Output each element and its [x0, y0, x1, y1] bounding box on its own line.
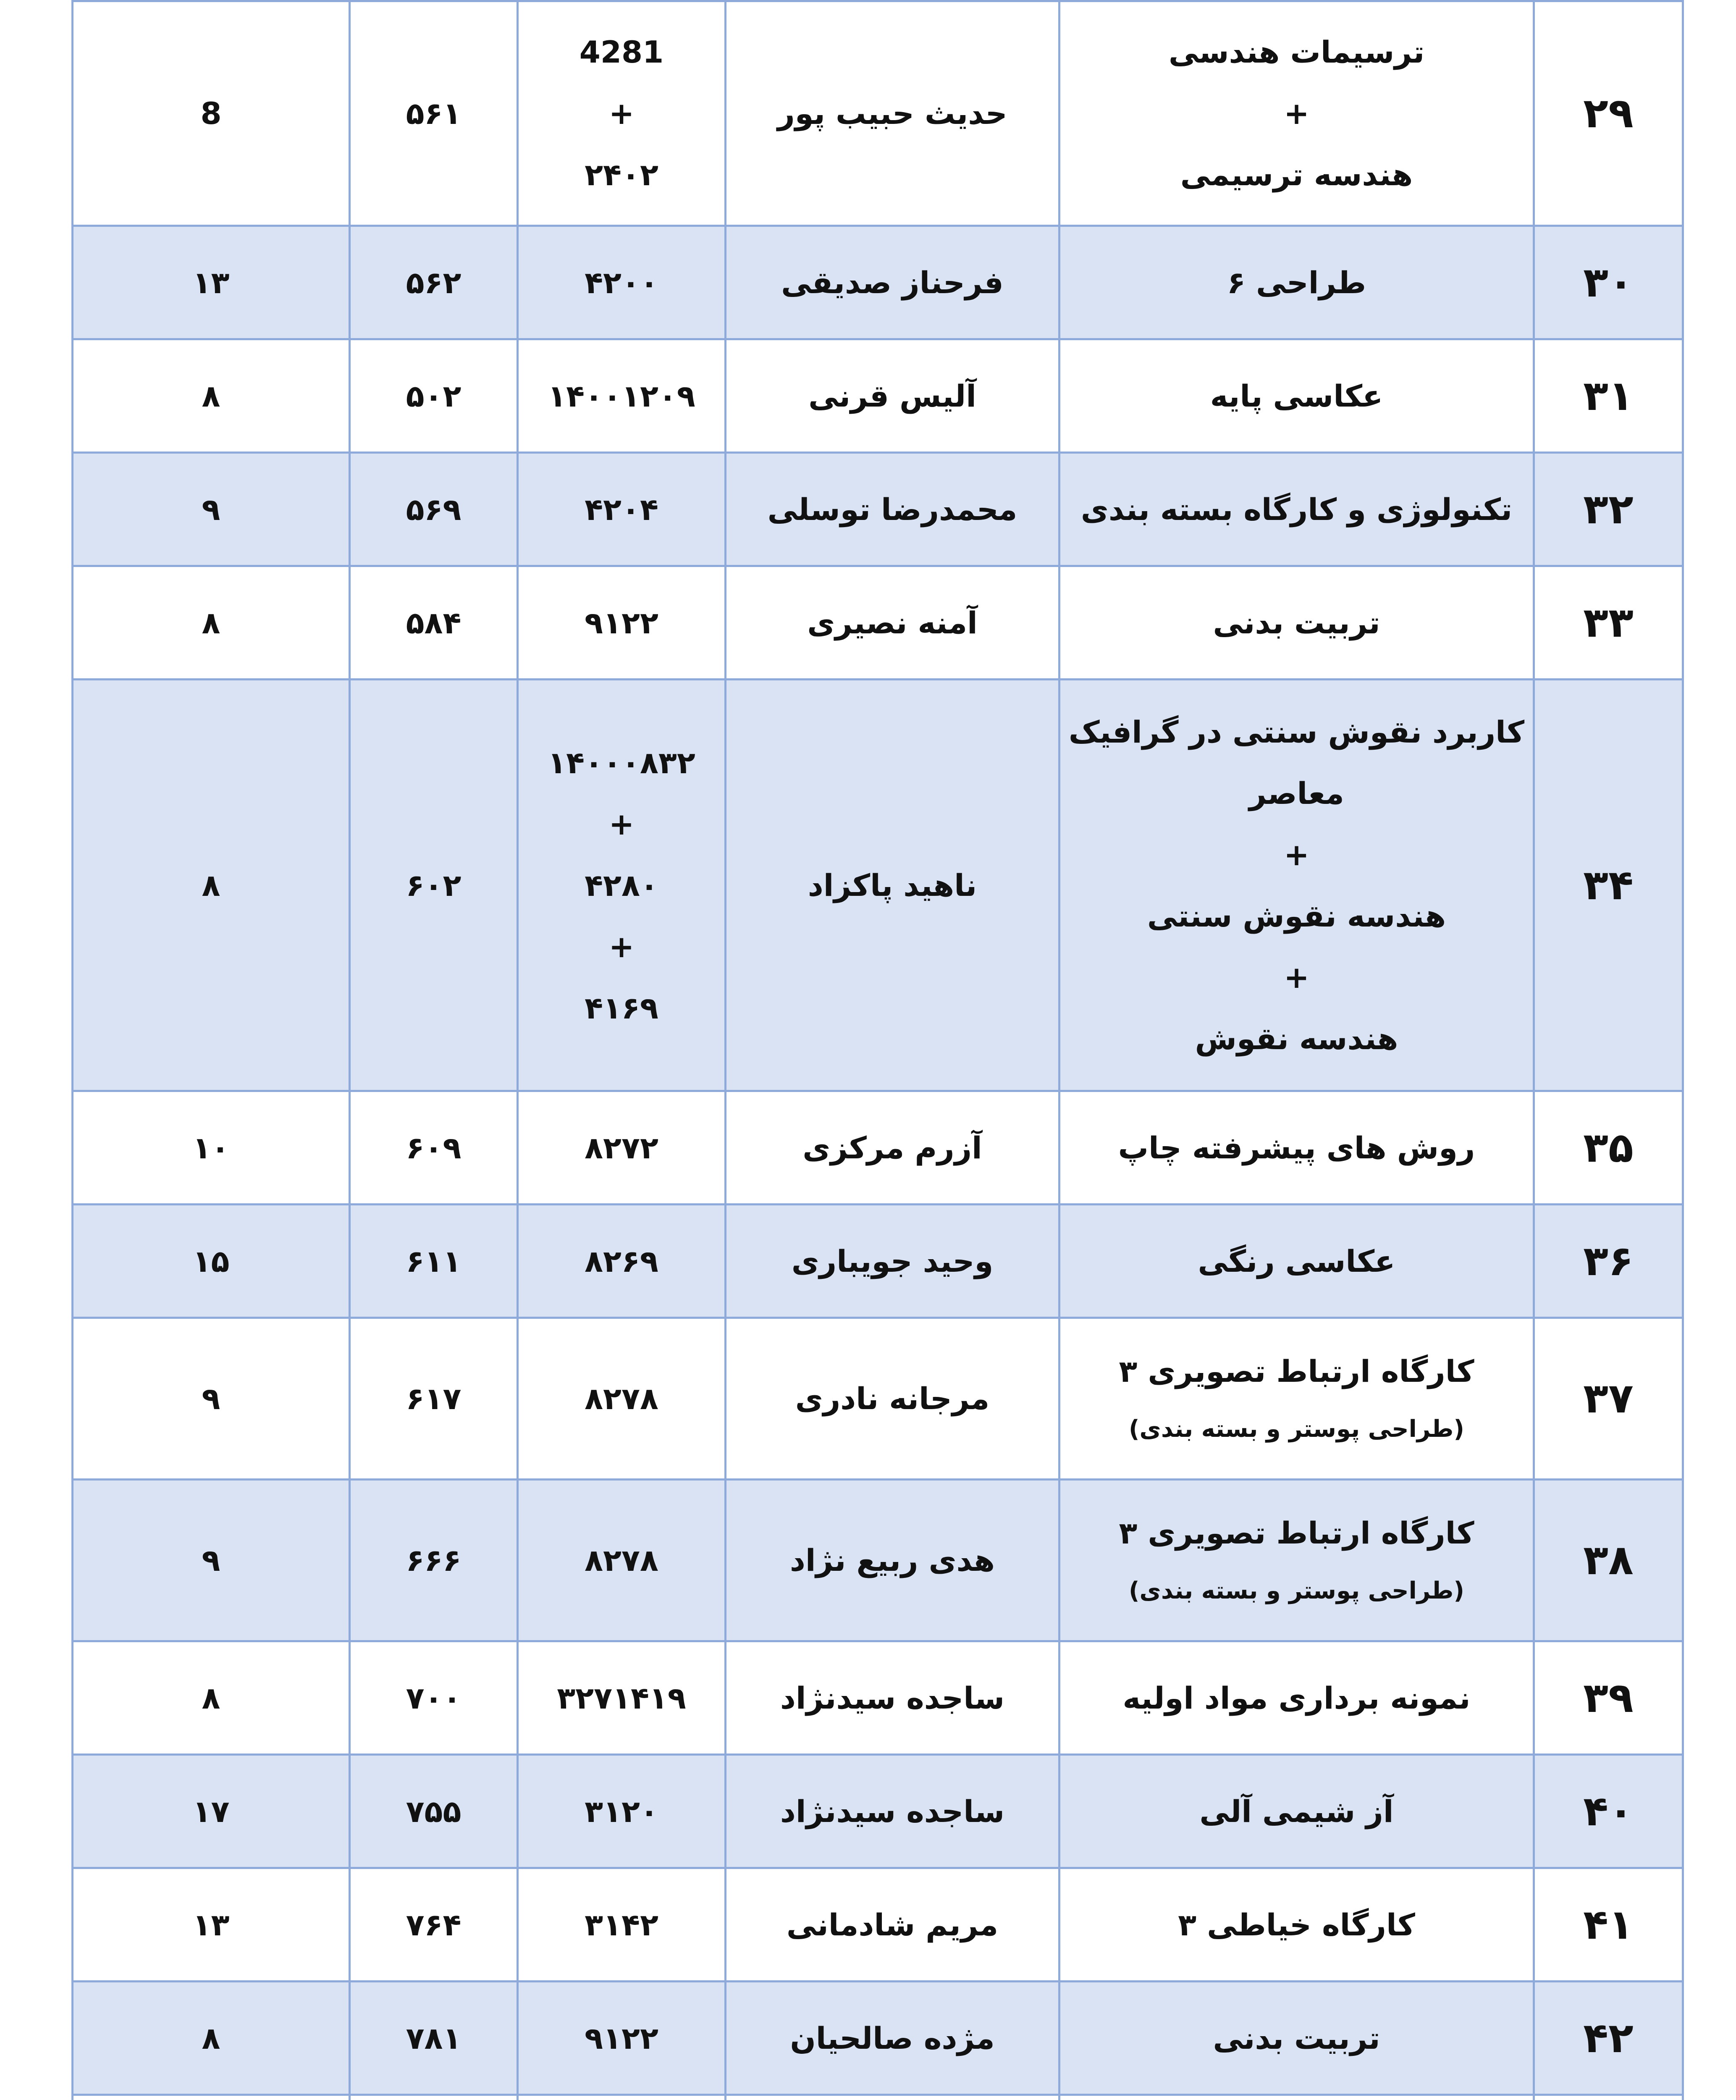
table-row	[73, 1091, 1683, 1205]
teacher-name-cell: مژده صالحیان	[726, 1982, 1059, 2095]
teacher-name-cell: حدیث حبیب پور	[726, 1, 1059, 226]
row-number-cell: ۳۹	[1534, 1641, 1683, 1755]
cell-line: ۴۱۶۹	[585, 990, 658, 1026]
count-cell: ۶۶۶	[350, 1480, 518, 1641]
teacher-name-cell	[726, 2095, 1059, 2100]
table-row	[73, 1755, 1683, 1868]
cell-line: کارگاه خیاطی ۳	[1178, 1907, 1415, 1942]
cell-line: ۲۴۰۲	[585, 157, 658, 192]
count-cell: ۶۰۲	[350, 680, 518, 1091]
count-cell: ۵۶۲	[350, 226, 518, 339]
count-cell: ۶۱۷	[350, 1318, 518, 1480]
table-row	[73, 1, 1683, 226]
cell-line: هندسه نقوش	[1195, 1021, 1398, 1056]
table-row	[73, 1868, 1683, 1982]
group-cell: ۹	[73, 1318, 350, 1480]
count-cell: ۵۶۹	[350, 453, 518, 566]
cell-line: آز شیمی آلی	[1199, 1793, 1394, 1829]
cell-line: ۱۴۰۰۱۲۰۹	[548, 378, 695, 414]
course-name-cell	[1059, 566, 1534, 680]
count-cell: ۷۸۱	[350, 1982, 518, 2095]
course-code-cell	[518, 1205, 726, 1318]
cell-line: طراحی ۶	[1227, 265, 1366, 300]
plus-sign: +	[1284, 959, 1309, 995]
plus-sign: +	[608, 929, 635, 964]
group-cell: ۱۳	[73, 226, 350, 339]
course-name-cell	[1059, 339, 1534, 453]
cell-line: 4281	[579, 34, 664, 70]
group-cell: ۸	[73, 339, 350, 453]
course-name-cell	[1059, 1755, 1534, 1868]
cell-line: ۸۲۷۸	[585, 1543, 658, 1578]
teacher-name-cell: ساجده سیدنژاد	[726, 1641, 1059, 1755]
course-code-cell	[518, 1982, 726, 2095]
group-cell: ۸	[73, 566, 350, 680]
cell-line: کارگاه ارتباط تصویری ۳	[1119, 1354, 1474, 1389]
row-number-cell: ۳۸	[1534, 1480, 1683, 1641]
table-row	[73, 566, 1683, 680]
cell-line: ترسیمات هندسی	[1168, 34, 1425, 70]
cell-line: روش های پیشرفته چاپ	[1118, 1130, 1475, 1166]
teacher-name-cell: وحید جویباری	[726, 1205, 1059, 1318]
row-number-cell: ۴۱	[1534, 1868, 1683, 1982]
teacher-name-cell: آزرم مرکزی	[726, 1091, 1059, 1205]
cell-line: (طراحی پوستر و بسته بندی)	[1128, 1577, 1465, 1604]
cell-line: ۸۲۷۲	[585, 1130, 658, 1166]
course-name-cell	[1059, 1480, 1534, 1641]
group-cell: 8	[73, 1, 350, 226]
cell-line: هندسه نقوش سنتی	[1147, 898, 1446, 934]
teacher-name-cell: مرجانه نادری	[726, 1318, 1059, 1480]
table-row	[73, 1318, 1683, 1480]
course-code-cell	[518, 1641, 726, 1755]
cell-line: تکنولوژی و کارگاه بسته بندی	[1080, 491, 1513, 527]
plus-sign: +	[1284, 837, 1309, 872]
teacher-name-cell: مریم شادمانی	[726, 1868, 1059, 1982]
count-cell: ۵۸۴	[350, 566, 518, 680]
cell-line: ۹۱۲۲	[585, 605, 658, 640]
cell-line: ۸۲۶۹	[585, 1243, 658, 1279]
group-cell: ۹	[73, 453, 350, 566]
count-cell: ۵۶۱	[350, 1, 518, 226]
cell-line: ۸۲۷۸	[585, 1381, 658, 1416]
course-name-cell	[1059, 1091, 1534, 1205]
group-cell: ۸	[73, 1641, 350, 1755]
course-code-cell	[518, 1755, 726, 1868]
course-name-cell	[1059, 1318, 1534, 1480]
count-cell: ۶۱۱	[350, 1205, 518, 1318]
course-name-cell	[1059, 2095, 1534, 2100]
teacher-name-cell: آلیس قرنی	[726, 339, 1059, 453]
course-name-cell	[1059, 1868, 1534, 1982]
cell-line: کاربرد نقوش سنتی در گرافیک	[1068, 714, 1525, 750]
cell-line: تربیت بدنی	[1213, 2020, 1380, 2056]
course-name-cell	[1059, 1, 1534, 226]
course-name-cell	[1059, 453, 1534, 566]
course-name-cell	[1059, 1982, 1534, 2095]
course-name-cell	[1059, 680, 1534, 1091]
table-row	[73, 1480, 1683, 1641]
group-cell: ۱۳	[73, 1868, 350, 1982]
group-cell: ۹	[73, 1480, 350, 1641]
group-cell: ۱۷	[73, 1755, 350, 1868]
cell-line: تربیت بدنی	[1213, 605, 1380, 640]
table-row	[73, 1982, 1683, 2095]
table-row	[73, 680, 1683, 1091]
table-row	[73, 453, 1683, 566]
teacher-name-cell: ناهید پاکزاد	[726, 680, 1059, 1091]
group-cell: ۸	[73, 1982, 350, 2095]
count-cell	[350, 2095, 518, 2100]
table-row	[73, 226, 1683, 339]
course-code-cell	[518, 339, 726, 453]
course-code-cell	[518, 566, 726, 680]
course-name-cell	[1059, 226, 1534, 339]
row-number-cell: ۳۷	[1534, 1318, 1683, 1480]
table-body	[73, 1, 1683, 2100]
cell-line: ۴۲۰۴	[585, 491, 658, 527]
cell-line: نمونه برداری مواد اولیه	[1122, 1680, 1471, 1716]
cell-line: عکاسی رنگی	[1198, 1243, 1395, 1279]
course-code-cell	[518, 1091, 726, 1205]
row-number-cell	[1534, 2095, 1683, 2100]
row-number-cell: ۳۳	[1534, 566, 1683, 680]
row-number-cell: ۳۴	[1534, 680, 1683, 1091]
cell-line: ۳۱۲۰	[585, 1793, 658, 1829]
course-schedule-table	[71, 0, 1684, 2100]
row-number-cell: ۳۱	[1534, 339, 1683, 453]
table-row	[73, 2095, 1683, 2100]
course-code-cell	[518, 1480, 726, 1641]
cell-line: ۳۲۷۱۴۱۹	[557, 1680, 686, 1716]
plus-sign: +	[608, 806, 635, 842]
cell-line: ۹۱۲۲	[585, 2020, 658, 2056]
count-cell: ۶۰۹	[350, 1091, 518, 1205]
count-cell: ۷۶۴	[350, 1868, 518, 1982]
cell-line: عکاسی پایه	[1210, 378, 1383, 414]
plus-sign: +	[608, 96, 635, 131]
course-name-cell	[1059, 1641, 1534, 1755]
table-row	[73, 339, 1683, 453]
cell-line: ۱۴۰۰۰۸۳۲	[548, 745, 695, 780]
row-number-cell: ۳۰	[1534, 226, 1683, 339]
course-code-cell	[518, 2095, 726, 2100]
table-row	[73, 1641, 1683, 1755]
course-code-cell	[518, 1, 726, 226]
course-name-cell	[1059, 1205, 1534, 1318]
table-row	[73, 1205, 1683, 1318]
count-cell: ۷۰۰	[350, 1641, 518, 1755]
cell-line: ۴۲۰۰	[585, 265, 658, 300]
count-cell: ۷۵۵	[350, 1755, 518, 1868]
course-code-cell	[518, 1318, 726, 1480]
group-cell: ۱۵	[73, 1205, 350, 1318]
row-number-cell: ۳۲	[1534, 453, 1683, 566]
group-cell: ۱۰	[73, 1091, 350, 1205]
row-number-cell: ۳۵	[1534, 1091, 1683, 1205]
teacher-name-cell: هدی ربیع نژاد	[726, 1480, 1059, 1641]
cell-line: ۴۲۸۰	[585, 867, 658, 903]
row-number-cell: ۳۶	[1534, 1205, 1683, 1318]
plus-sign: +	[1284, 96, 1309, 131]
teacher-name-cell: ساجده سیدنژاد	[726, 1755, 1059, 1868]
row-number-cell: ۴۲	[1534, 1982, 1683, 2095]
teacher-name-cell: فرحناز صدیقی	[726, 226, 1059, 339]
cell-line: هندسه ترسیمی	[1180, 157, 1413, 192]
cell-line: ۳۱۴۲	[585, 1907, 658, 1942]
group-cell: ۸	[73, 680, 350, 1091]
cell-line: (طراحی پوستر و بسته بندی)	[1128, 1415, 1465, 1443]
course-code-cell	[518, 680, 726, 1091]
cell-line: کارگاه ارتباط تصویری ۳	[1119, 1515, 1474, 1551]
teacher-name-cell: محمدرضا توسلی	[726, 453, 1059, 566]
cell-line: معاصر	[1249, 775, 1344, 811]
course-code-cell	[518, 226, 726, 339]
count-cell: ۵۰۲	[350, 339, 518, 453]
row-number-cell: ۲۹	[1534, 1, 1683, 226]
row-number-cell: ۴۰	[1534, 1755, 1683, 1868]
group-cell	[73, 2095, 350, 2100]
course-code-cell	[518, 453, 726, 566]
teacher-name-cell: آمنه نصیری	[726, 566, 1059, 680]
course-code-cell	[518, 1868, 726, 1982]
